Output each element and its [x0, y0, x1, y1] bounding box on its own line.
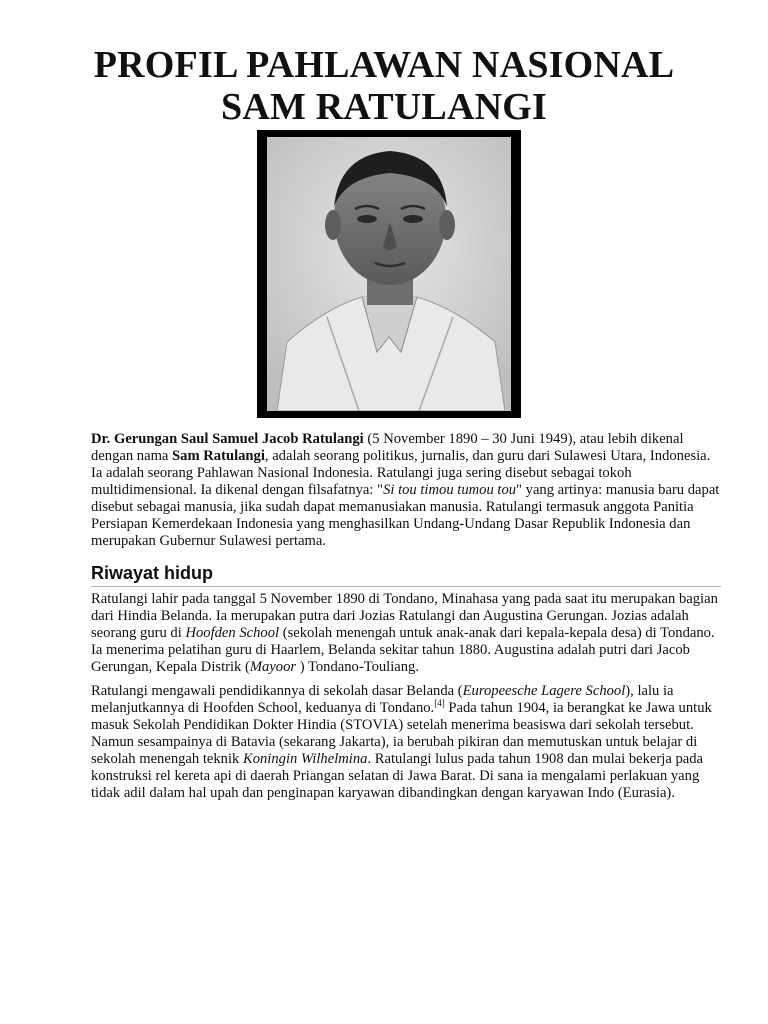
article-body [91, 431, 721, 809]
history-paragraph-1: Ratulangi lahir pada tanggal 5 November 1890 di Tondano, Minahasa yang pada saat itu merupakan bagian dari Hindia Belanda. Ia merupakan putra dari Jozias Ratulangi dan Augustina Gerungan. Jozias adalah seorang guru di Hoofden School (sekolah menengah untuk anak-anak dari kepala-kepala desa) di Tondano. Ia menerima pelatihan guru di Haarlem, Belanda sekitar tahun 1880. Augustina adalah putri dari Jacob Gerungan, Kepala Distrik (Mayoor ) Tondano-Touliang. [91, 591, 718, 675]
title-line-1: PROFIL PAHLAWAN NASIONAL [93, 44, 675, 86]
short-name: Sam Ratulangi [172, 448, 265, 464]
page-title [0, 44, 768, 128]
portrait-frame [257, 130, 521, 418]
history-paragraph-2: Ratulangi mengawali pendidikannya di sekolah dasar Belanda (Europeesche Lagere School), lalu ia melanjutkannya di Hoofden School, keduanya di Tondano.[4] Pada tahun 1904, ia berangkat ke Jawa untuk masuk Sekolah Pendidikan Dokter Hindia (STOVIA) setelah menerima beasiswa dari sekolah tersebut. Namun sesampainya di Batavia (sekarang Jakarta), ia berubah pikiran dan memutuskan untuk belajar di sekolah menengah teknik Koningin Wilhelmina. Ratulangi lulus pada tahun 1908 dan mulai bekerja pada konstruksi rel kereta api di daerah Priangan selatan di Jawa Barat. Di sana ia mengalami perlakuan yang tidak adil dalam hal upah dan penginapan karyawan dibandingkan dengan karyawan Indo (Eurasia). [91, 683, 712, 801]
full-name: Dr. Gerungan Saul Samuel Jacob Ratulangi [91, 431, 364, 447]
intro-paragraph: Dr. Gerungan Saul Samuel Jacob Ratulangi (5 November 1890 – 30 Juni 1949), atau lebih dikenal dengan nama Sam Ratulangi, adalah seorang politikus, jurnalis, dan guru dari Sulawesi Utara, Indonesia. Ia adalah seorang Pahlawan Nasional Indonesia. Ratulangi juga sering disebut sebagai tokoh multidimensional. Ia dikenal dengan filsafatnya: "Si tou timou tumou tou" yang artinya: manusia baru dapat disebut sebagai manusia, jika sudah dapat memanusiakan manusia. Ratulangi termasuk anggota Panitia Persiapan Kemerdekaan Indonesia yang menghasilkan Undang-Undang Dasar Republik Indonesia dan merupakan Gubernur Sulawesi pertama. [91, 431, 720, 549]
title-line-2: SAM RATULANGI [221, 86, 547, 128]
motto: Si tou timou tumou tou [383, 482, 517, 498]
reference-link[interactable]: [4] [434, 698, 445, 709]
section-heading: Riwayat hidup [91, 562, 721, 587]
portrait-photo [267, 137, 511, 411]
